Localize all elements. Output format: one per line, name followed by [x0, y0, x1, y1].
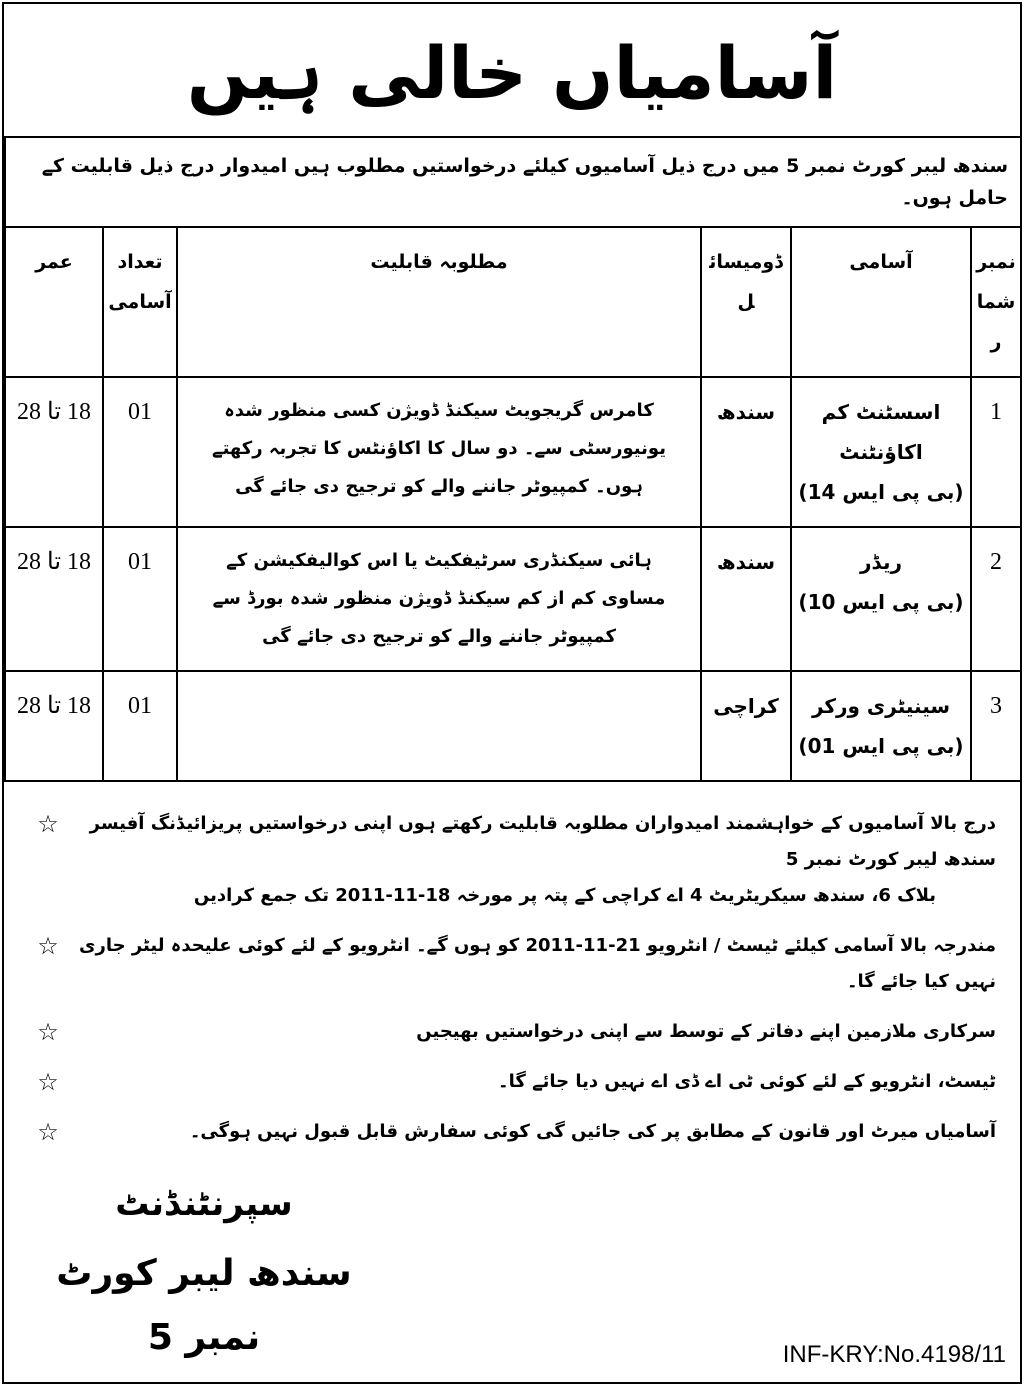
table-header-row [5, 227, 1021, 377]
age-cell: 18 تا 28 [5, 527, 103, 671]
instruction-item [18, 1064, 1006, 1100]
count-cell: 01 [103, 671, 177, 781]
header-count: تعداد آسامی [103, 227, 177, 377]
ad-title: آسامیاں خالی ہیں [186, 31, 838, 115]
instruction-item [18, 928, 1006, 1000]
table-row [5, 527, 1021, 671]
star-bullet-icon: ☆ [37, 1068, 59, 1096]
header-age: عمر [5, 227, 103, 377]
header-domicile: ڈومیسائل [701, 227, 791, 377]
serial-cell: 3 [971, 671, 1021, 781]
post-cell [791, 377, 971, 527]
age-cell: 18 تا 28 [5, 671, 103, 781]
star-bullet-icon: ☆ [37, 932, 59, 960]
star-bullet-icon: ☆ [37, 1018, 59, 1046]
instruction-text: آسامیاں میرٹ اور قانون کے مطابق پر کی جائیں گی کوئی سفارش قابل قبول نہیں ہوگی۔ [189, 1121, 996, 1142]
age-cell: 18 تا 28 [5, 377, 103, 527]
intro-text: سندھ لیبر کورٹ نمبر 5 میں درج ذیل آسامیوں کیلئے درخواستیں مطلوب ہیں امیدوار درج ذیل قابلیت کے حامل ہوں۔ [5, 137, 1021, 227]
instruction-line: درج بالا آسامیوں کے خواہشمند امیدواران مطلوبہ قابلیت رکھتے ہوں اپنی درخواستیں پریزائیڈنگ آفیسر سندھ لیبر کورٹ نمبر 5 [89, 813, 996, 870]
qualification-cell: ہائی سیکنڈری سرٹیفکیٹ یا اس کوالیفکیشن کے مساوی کم از کم سیکنڈ ڈویژن منظور شدہ بورڈ سے کمپیوٹر جاننے والے کو ترجیح دی جائے گی [177, 527, 701, 671]
instruction-item [18, 1114, 1006, 1150]
qualification-cell [177, 671, 701, 781]
star-bullet-icon: ☆ [37, 810, 59, 838]
domicile-cell: کراچی [701, 671, 791, 781]
post-grade: (بی پی ایس 01) [798, 734, 964, 758]
instruction-text: سرکاری ملازمین اپنے دفاتر کے توسط سے اپنی درخواستیں بھیجیں [416, 1021, 996, 1042]
serial-cell: 2 [971, 527, 1021, 671]
reference-number: INF-KRY:No.4198/11 [782, 1341, 1006, 1368]
signatory-designation: سپرنٹنڈنٹ [115, 1184, 293, 1224]
count-cell: 01 [103, 527, 177, 671]
post-grade: (بی پی ایس 10) [798, 590, 964, 614]
domicile-cell: سندھ [701, 377, 791, 527]
header-qualification: مطلوبہ قابلیت [177, 227, 701, 377]
instruction-item [18, 1014, 1006, 1050]
signatory-office: سندھ لیبر کورٹ نمبر 5 [56, 1253, 352, 1358]
instruction-text: مندرجہ بالا آسامی کیلئے ٹیسٹ / انٹرویو 21-11-2011 کو ہوں گے۔ انٹرویو کے لئے کوئی علیحدہ لیٹر جاری نہیں کیا جائے گا۔ [79, 935, 996, 992]
post-cell [791, 671, 971, 781]
table-row [5, 671, 1021, 781]
signature-block [54, 1174, 354, 1370]
instruction-line: بلاک 6، سندھ سیکریٹریٹ 4 اے کراچی کے پتہ پر مورخہ 18-11-2011 تک جمع کرادیں [193, 885, 936, 906]
instruction-item [18, 806, 1006, 914]
post-grade: (بی پی ایس 14) [798, 480, 964, 504]
table-row [5, 377, 1021, 527]
post-name: سینیٹری ورکر [811, 694, 951, 718]
star-bullet-icon: ☆ [37, 1118, 59, 1146]
count-cell: 01 [103, 377, 177, 527]
post-cell [791, 527, 971, 671]
serial-cell: 1 [971, 377, 1021, 527]
post-name: ریڈر [859, 550, 903, 574]
post-name: اسسٹنٹ کم اکاؤنٹنٹ [821, 400, 941, 464]
ad-border [2, 2, 1022, 1384]
domicile-cell: سندھ [701, 527, 791, 671]
instruction-text: ٹیسٹ، انٹرویو کے لئے کوئی ٹی اے ڈی اے نہیں دیا جائے گا۔ [498, 1071, 996, 1092]
instruction-text [78, 806, 1006, 914]
header-serial: نمبر شمار [971, 227, 1021, 377]
footer [4, 1164, 1020, 1382]
instructions-list [4, 782, 1020, 1164]
header-post: آسامی [791, 227, 971, 377]
vacancy-table [4, 136, 1022, 782]
qualification-cell: کامرس گریجویٹ سیکنڈ ڈویژن کسی منظور شدہ یونیورسٹی سے۔ دو سال کا اکاؤنٹس کا تجربہ رکھتے ہوں۔ کمپیوٹر جاننے والے کو ترجیح دی جائے گی [177, 377, 701, 527]
